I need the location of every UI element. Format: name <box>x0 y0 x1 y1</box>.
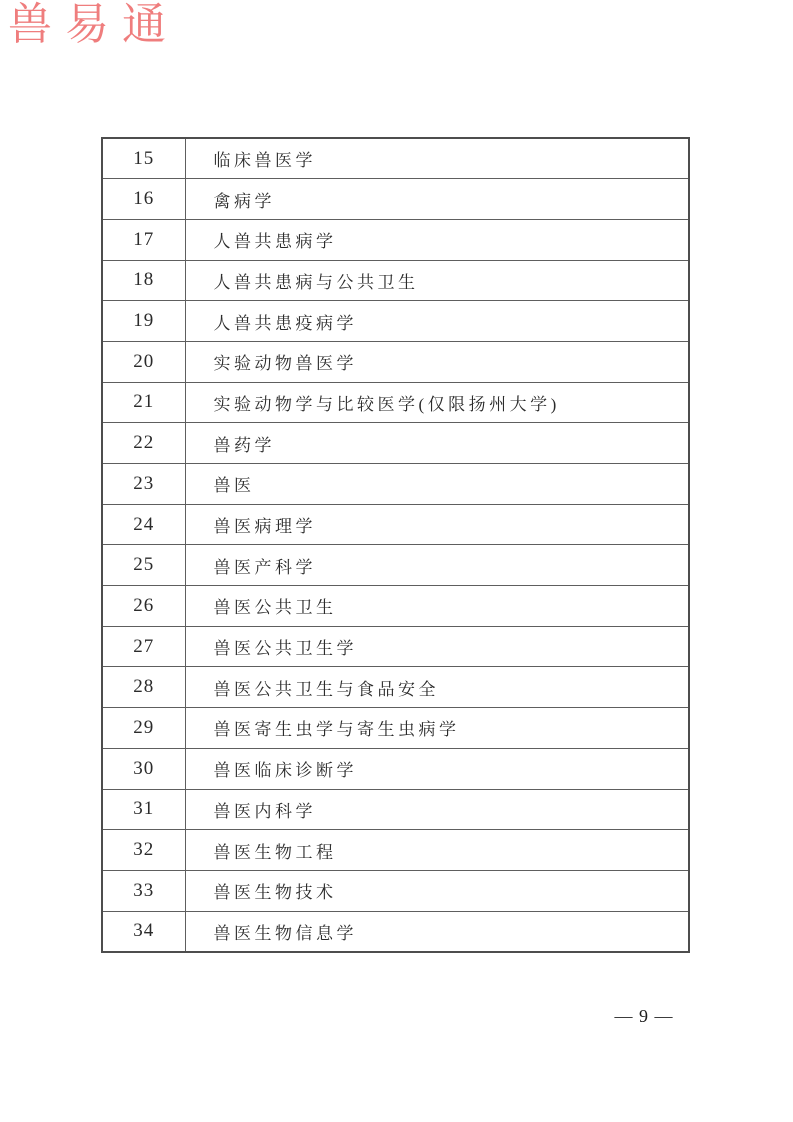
subject-name: 临床兽医学 <box>185 138 689 179</box>
subject-table <box>101 137 690 953</box>
table-row <box>102 138 689 179</box>
row-number: 17 <box>102 219 185 260</box>
row-number: 34 <box>102 911 185 952</box>
subject-table-body <box>102 138 689 952</box>
table-row <box>102 789 689 830</box>
table-row <box>102 219 689 260</box>
row-number: 21 <box>102 382 185 423</box>
row-number: 16 <box>102 179 185 220</box>
table-row <box>102 586 689 627</box>
subject-name: 兽医公共卫生学 <box>185 626 689 667</box>
subject-name: 兽医内科学 <box>185 789 689 830</box>
table-row <box>102 504 689 545</box>
table-row <box>102 708 689 749</box>
table-row <box>102 870 689 911</box>
subject-name: 实验动物学与比较医学(仅限扬州大学) <box>185 382 689 423</box>
table-row <box>102 464 689 505</box>
subject-name: 兽药学 <box>185 423 689 464</box>
row-number: 27 <box>102 626 185 667</box>
row-number: 25 <box>102 545 185 586</box>
subject-name: 兽医病理学 <box>185 504 689 545</box>
row-number: 19 <box>102 301 185 342</box>
table-row <box>102 667 689 708</box>
row-number: 20 <box>102 341 185 382</box>
row-number: 22 <box>102 423 185 464</box>
table-row <box>102 626 689 667</box>
row-number: 15 <box>102 138 185 179</box>
subject-name: 禽病学 <box>185 179 689 220</box>
subject-name: 兽医临床诊断学 <box>185 748 689 789</box>
table-row <box>102 382 689 423</box>
row-number: 30 <box>102 748 185 789</box>
row-number: 24 <box>102 504 185 545</box>
table-row <box>102 545 689 586</box>
subject-name: 人兽共患病与公共卫生 <box>185 260 689 301</box>
table-row <box>102 748 689 789</box>
subject-name: 兽医生物技术 <box>185 870 689 911</box>
table-row <box>102 423 689 464</box>
subject-name: 兽医产科学 <box>185 545 689 586</box>
row-number: 28 <box>102 667 185 708</box>
table-row <box>102 341 689 382</box>
row-number: 29 <box>102 708 185 749</box>
subject-name: 兽医 <box>185 464 689 505</box>
subject-name: 实验动物兽医学 <box>185 341 689 382</box>
row-number: 23 <box>102 464 185 505</box>
watermark-logo: 兽易通 <box>8 0 179 49</box>
table-row <box>102 911 689 952</box>
subject-name: 兽医寄生虫学与寄生虫病学 <box>185 708 689 749</box>
subject-name: 人兽共患疫病学 <box>185 301 689 342</box>
row-number: 33 <box>102 870 185 911</box>
subject-name: 兽医公共卫生与食品安全 <box>185 667 689 708</box>
row-number: 18 <box>102 260 185 301</box>
table-row <box>102 830 689 871</box>
page-number: — 9 — <box>614 1006 674 1026</box>
subject-name: 兽医生物信息学 <box>185 911 689 952</box>
subject-name: 兽医生物工程 <box>185 830 689 871</box>
row-number: 31 <box>102 789 185 830</box>
table-row <box>102 301 689 342</box>
row-number: 26 <box>102 586 185 627</box>
subject-name: 人兽共患病学 <box>185 219 689 260</box>
table-row <box>102 260 689 301</box>
row-number: 32 <box>102 830 185 871</box>
subject-name: 兽医公共卫生 <box>185 586 689 627</box>
table-row <box>102 179 689 220</box>
